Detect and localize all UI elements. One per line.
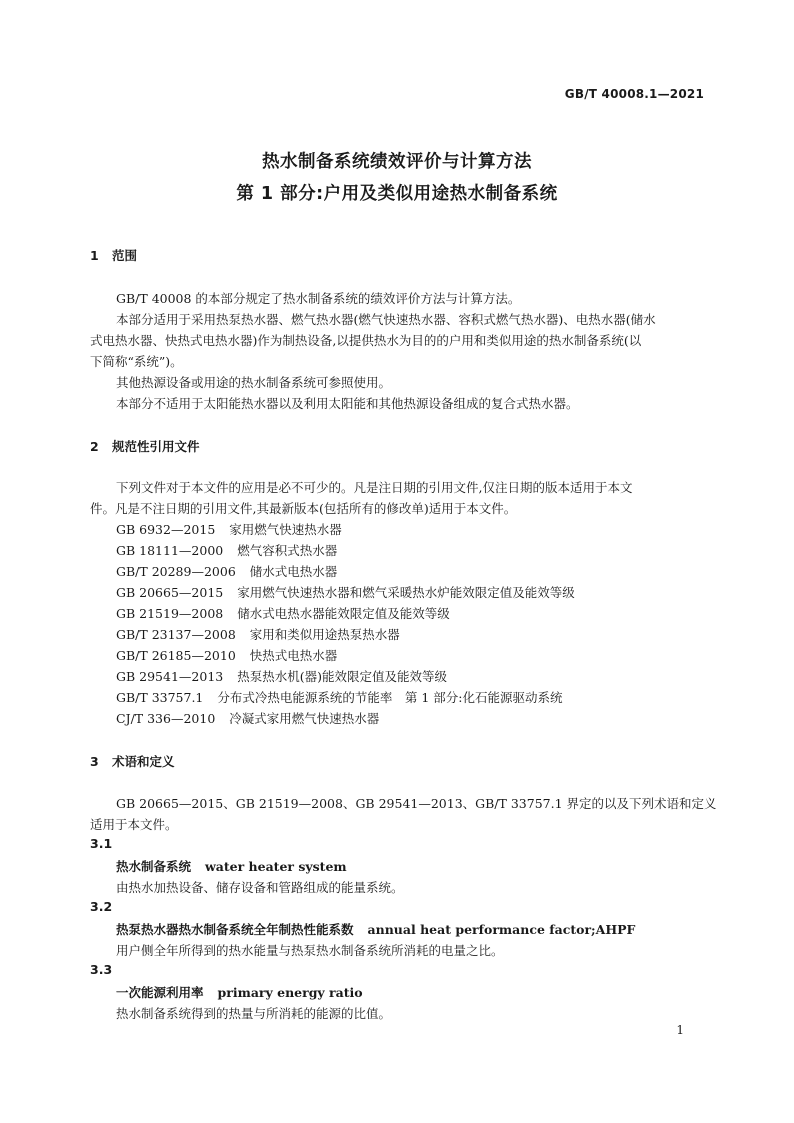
reference-code: GB 6932—2015 [116, 522, 216, 537]
reference-item [116, 625, 400, 643]
reference-code: GB 21519—2008 [116, 606, 224, 621]
section-1-paragraph-2-line-1: 本部分适用于采用热泵热水器、燃气热水器(燃气快速热水器、容积式燃气热水器)、电热水器(储水 [116, 312, 656, 327]
page-number: 1 [676, 1023, 684, 1037]
reference-code: GB/T 26185—2010 [116, 648, 236, 663]
reference-title: 冷凝式家用燃气快速热水器 [229, 711, 380, 726]
section-3-intro-line-2: 适用于本文件。 [90, 817, 178, 832]
section-3-heading [90, 752, 175, 770]
reference-title: 燃气容积式热水器 [237, 543, 338, 558]
reference-code: GB 29541—2013 [116, 669, 224, 684]
section-2-intro-line-2: 件。凡是不注日期的引用文件,其最新版本(包括所有的修改单)适用于本文件。 [90, 501, 517, 516]
section-1-paragraph-2-line-2: 式电热水器、快热式电热水器)作为制热设备,以提供热水为目的的户用和类似用途的热水制备系统(以 [90, 333, 642, 348]
section-3-intro-line-1: GB 20665—2015、GB 21519—2008、GB 29541—2013、GB/T 33757.1 界定的以及下列术语和定义 [116, 796, 717, 811]
term-number: 3.1 [90, 836, 113, 851]
term-name-zh: 热水制备系统 [116, 859, 192, 874]
term-name-en: annual heat performance factor;AHPF [367, 922, 636, 937]
reference-title: 分布式冷热电能源系统的节能率 第 1 部分:化石能源驱动系统 [217, 690, 563, 705]
term-name-en: primary energy ratio [217, 985, 363, 1000]
reference-title: 家用燃气快速热水器和燃气采暖热水炉能效限定值及能效等级 [237, 585, 575, 600]
section-1-paragraph-3: 其他热源设备或用途的热水制备系统可参照使用。 [116, 375, 392, 390]
reference-title: 快热式电热水器 [249, 648, 338, 663]
reference-item [116, 541, 337, 559]
term-definition: 用户侧全年所得到的热水能量与热泵热水制备系统所消耗的电量之比。 [116, 943, 504, 958]
term-definition: 热水制备系统得到的热量与所消耗的能源的比值。 [116, 1006, 392, 1021]
reference-title: 家用和类似用途热泵热水器 [249, 627, 400, 642]
reference-code: CJ/T 336—2010 [116, 711, 216, 726]
section-3-number: 3 [90, 754, 99, 769]
reference-item [116, 709, 379, 727]
reference-item [116, 520, 342, 538]
reference-code: GB/T 23137—2008 [116, 627, 236, 642]
section-2-number: 2 [90, 439, 99, 454]
section-2-intro-line-1: 下列文件对于本文件的应用是必不可少的。凡是注日期的引用文件,仅注日期的版本适用于本文 [116, 480, 633, 495]
section-3-title: 术语和定义 [112, 754, 175, 769]
section-1-paragraph-1: GB/T 40008 的本部分规定了热水制备系统的绩效评价方法与计算方法。 [116, 291, 521, 306]
reference-code: GB 20665—2015 [116, 585, 224, 600]
reference-title: 储水式电热水器 [249, 564, 338, 579]
term-number: 3.2 [90, 899, 113, 914]
reference-title: 家用燃气快速热水器 [229, 522, 342, 537]
reference-code: GB/T 33757.1 [116, 690, 204, 705]
reference-item [116, 667, 447, 685]
term-name-zh: 一次能源利用率 [116, 985, 204, 1000]
reference-code: GB/T 20289—2006 [116, 564, 236, 579]
section-1-title: 范围 [112, 248, 138, 263]
reference-item [116, 604, 450, 622]
section-1-heading [90, 246, 137, 264]
reference-item [116, 583, 575, 601]
term-name-en: water heater system [205, 859, 347, 874]
term-number: 3.3 [90, 962, 113, 977]
reference-item [116, 646, 337, 664]
term-name [116, 857, 347, 875]
section-1-paragraph-2-line-3: 下简称“系统”)。 [90, 354, 183, 369]
section-2-heading [90, 437, 200, 455]
term-definition: 由热水加热设备、储存设备和管路组成的能量系统。 [116, 880, 404, 895]
reference-item [116, 688, 563, 706]
reference-item [116, 562, 337, 580]
term-name-zh: 热泵热水器热水制备系统全年制热性能系数 [116, 922, 354, 937]
standard-number: GB/T 40008.1—2021 [564, 87, 704, 101]
term-name [116, 983, 363, 1001]
reference-code: GB 18111—2000 [116, 543, 224, 558]
document-title-line1: 热水制备系统绩效评价与计算方法 [262, 152, 532, 172]
section-1-number: 1 [90, 248, 99, 263]
reference-title: 储水式电热水器能效限定值及能效等级 [237, 606, 450, 621]
term-name [116, 920, 635, 938]
section-2-title: 规范性引用文件 [112, 439, 200, 454]
section-1-paragraph-4: 本部分不适用于太阳能热水器以及利用太阳能和其他热源设备组成的复合式热水器。 [116, 396, 579, 411]
document-title-line2: 第 1 部分:户用及类似用途热水制备系统 [236, 184, 558, 204]
reference-title: 热泵热水机(器)能效限定值及能效等级 [237, 669, 447, 684]
